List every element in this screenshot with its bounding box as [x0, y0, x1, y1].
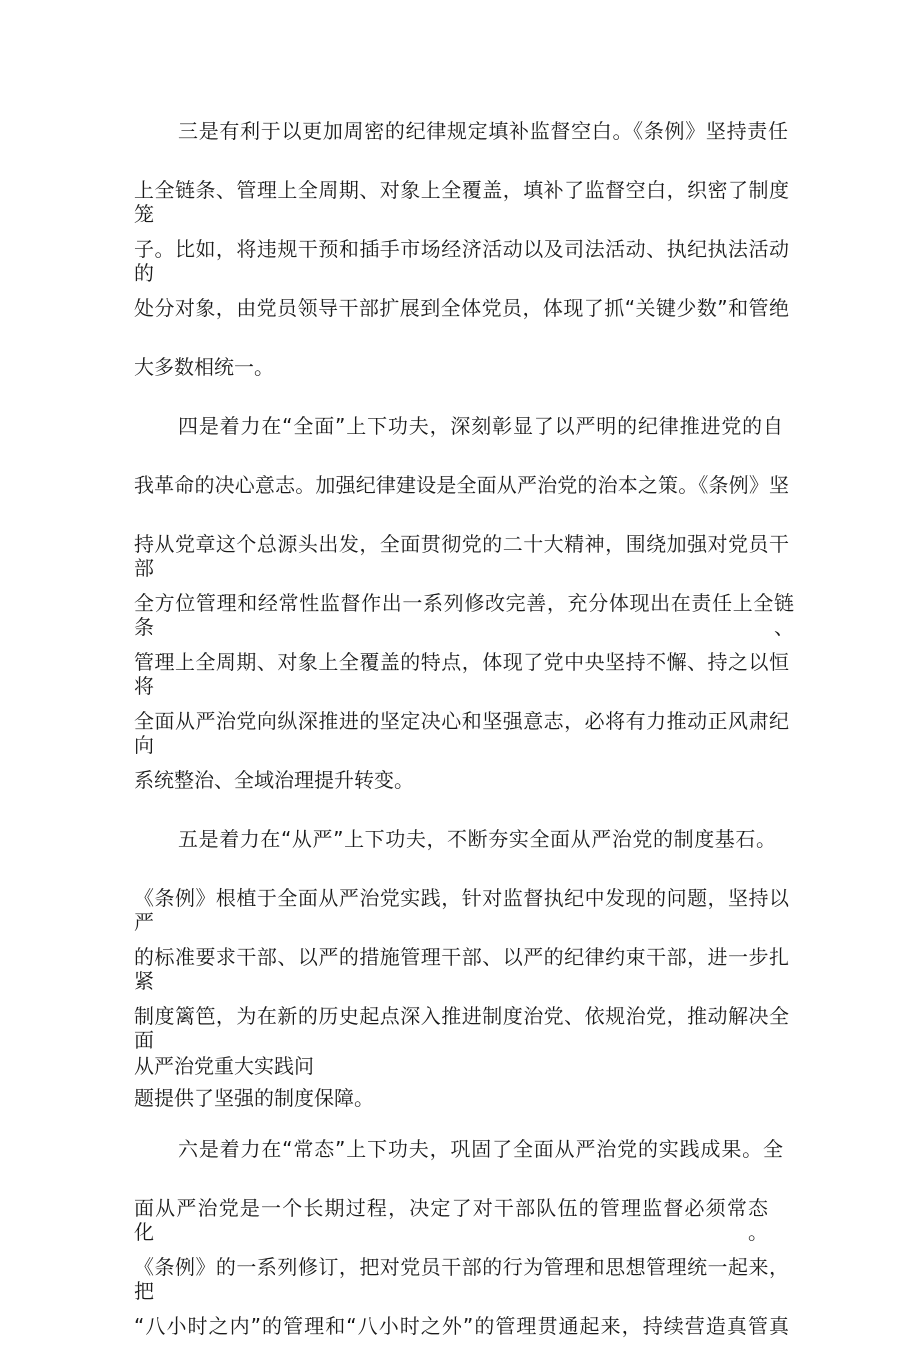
paragraph-2-line-6: 全面从严治党向纵深推进的坚定决心和坚强意志，必将有力推动正风肃纪向 [134, 709, 789, 757]
paragraph-3-line-3: 的标准要求干部、以严的措施管理干部、以严的纪律约束干部，进一步扎紧 [134, 945, 789, 993]
paragraph-4-line-2: 面从严治党是一个长期过程，决定了对干部队伍的管理监督必须常态化。 [134, 1196, 768, 1244]
paragraph-1-line-2: 上全链条、管理上全周期、对象上全覆盖，填补了监督空白，织密了制度笼 [134, 178, 789, 226]
paragraph-3-line-2: 《条例》根植于全面从严治党实践，针对监督执纪中发现的问题，坚持以严 [134, 886, 789, 934]
paragraph-4-line-1: 六是着力在“常态”上下功夫，巩固了全面从严治党的实践成果。全 [178, 1137, 783, 1161]
paragraph-2-line-3: 持从党章这个总源头出发，全面贯彻党的二十大精神，围绕加强对党员干部 [134, 532, 789, 580]
paragraph-3-line-5: 从严治党重大实践问 [134, 1054, 314, 1078]
paragraph-1-line-1: 三是有利于以更加周密的纪律规定填补监督空白。《条例》坚持责任 [178, 119, 788, 143]
paragraph-2-line-4: 全方位管理和经常性监督作出一系列修改完善，充分体现出在责任上全链条、 [134, 591, 794, 639]
paragraph-4-line-4: “八小时之内”的管理和“八小时之外”的管理贯通起来，持续营造真管真 [134, 1314, 789, 1338]
paragraph-2-line-1: 四是着力在“全面”上下功夫，深刻彰显了以严明的纪律推进党的自 [178, 414, 783, 438]
paragraph-3-line-4: 制度篱笆，为在新的历史起点深入推进制度治党、依规治党，推动解决全面 [134, 1004, 789, 1052]
paragraph-2-line-2: 我革命的决心意志。加强纪律建设是全面从严治党的治本之策。《条例》坚 [134, 473, 789, 497]
paragraph-1-line-3: 子。比如，将违规干预和插手市场经济活动以及司法活动、执纪执法活动的 [134, 237, 789, 285]
paragraph-2-line-5: 管理上全周期、对象上全覆盖的特点，体现了党中央坚持不懈、持之以恒将 [134, 650, 789, 698]
paragraph-2-line-7: 系统整治、全域治理提升转变。 [134, 768, 414, 792]
paragraph-1-line-4: 处分对象，由党员领导干部扩展到全体党员，体现了抓“关键少数”和管绝 [134, 296, 789, 320]
paragraph-3-line-6: 题提供了坚强的制度保障。 [134, 1086, 374, 1110]
paragraph-4-line-3: 《条例》的一系列修订，把对党员干部的行为管理和思想管理统一起来，把 [134, 1255, 789, 1303]
paragraph-3-line-1: 五是着力在“从严”上下功夫，不断夯实全面从严治党的制度基石。 [178, 827, 776, 851]
paragraph-1-line-5: 大多数相统一。 [134, 355, 274, 379]
